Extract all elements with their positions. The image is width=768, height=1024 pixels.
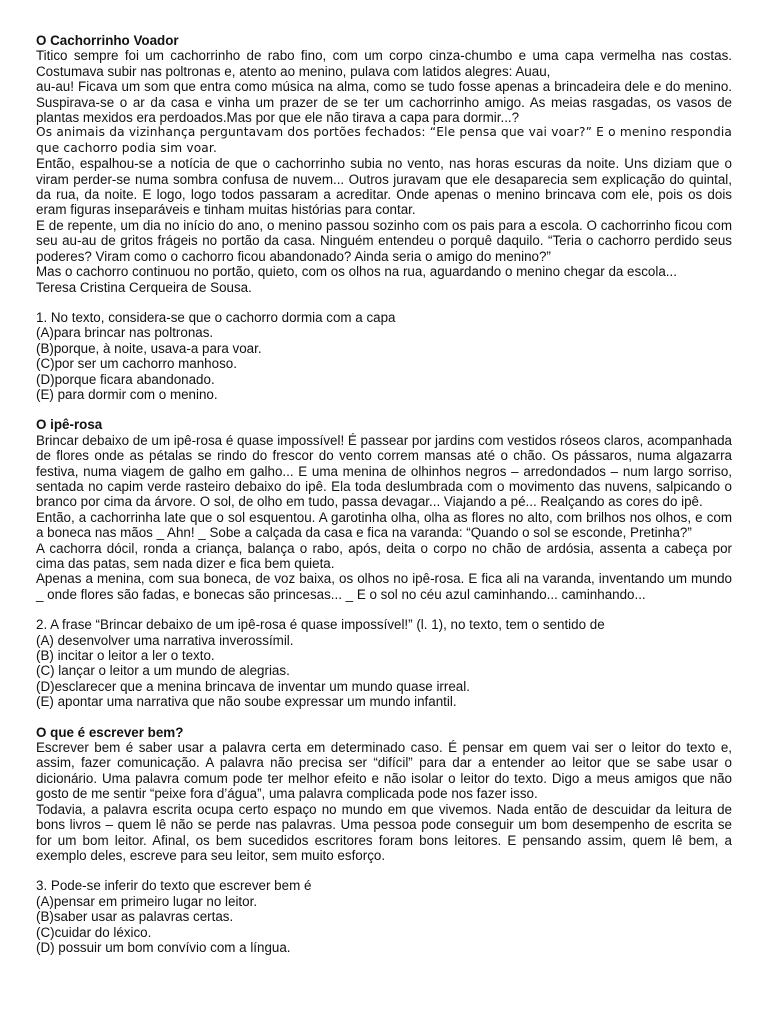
paragraph: Brincar debaixo de um ipê-rosa é quase impossível! É passear por jardins com vestidos róseos claros, acompanhada de flores onde as pétalas se rindo do frescor do vento correm mansas até o chão. Os pássaros, numa algazarra festiva, numa viagem de galho em galho... E uma menina de olhinhos negros – arredondados – num largo sorriso, sentada no capim verde rasteiro debaixo do ipê. Ela toda deslumbrada com o movimento das nuvens, salpicando o branco por cima da árvore. O sol, de olho em tudo, passa devagar... Viajando a pé... Realçando as cores do ipê.	[36, 432, 732, 510]
paragraph: A cachorra dócil, ronda a criança, balança o rabo, após, deita o corpo no chão de ardósia, assenta a cabeça por cima das patas, sem nada dizer e fica bem quieta.	[36, 540, 732, 571]
option-1c: (C)por ser um cachorro manhoso.	[36, 356, 237, 372]
paragraph: Escrever bem é saber usar a palavra certa em determinado caso. É pensar em quem vai ser o leitor do texto e, assim, fazer comunicação. A palavra não precisa ser “difícil” para dar a entender ao leitor que se sabe usar o dicionário. Uma palavra comum pode ter melhor efeito e não isolar o leitor do texto. Digo a meus amigos que não gosto de me sentir “peixe fora d’água”, uma palavra complicada pode nos fazer isso.	[36, 740, 732, 802]
option-2d: (D)esclarecer que a menina brincava de inventar um mundo quase irreal.	[36, 678, 470, 694]
option-3a: (A)pensar em primeiro lugar no leitor.	[36, 893, 258, 909]
paragraph: Então, a cachorrinha late que o sol esquentou. A garotinha olha, olha as flores no alto, com brilhos nos olhos, e com a boneca nas mãos _ Ahn! _ Sobe a calçada da casa e fica na varanda: “Quando o sol se esconde, Pretinha?”	[36, 509, 732, 541]
option-3c: (C)cuidar do léxico.	[36, 924, 152, 940]
paragraph: E de repente, um dia no início do ano, o menino passou sozinho com os pais para a escola. O cachorrinho ficou com seu au-au de gritos frágeis no portão da casa. Ninguém entendeu o porquê daquilo. “Teria o cachorro perdido seus poderes? Viram como o cachorro ficou abandonado? Ainda seria o amigo do menino?”	[36, 217, 732, 264]
option-2c: (C) lançar o leitor a um mundo de alegrias.	[36, 663, 290, 679]
story-title-escrever-bem: O que é escrever bem?	[36, 724, 184, 740]
author-line: Teresa Cristina Cerqueira de Sousa.	[36, 279, 252, 295]
option-1b: (B)porque, à noite, usava-a para voar.	[36, 340, 262, 356]
question-1: 1. No texto, considera-se que o cachorro dormia com a capa	[36, 309, 396, 325]
paragraph: au-au! Ficava um som que entra como música na alma, como se tudo fosse apenas a brincadeira dele e do menino. Suspirava-se o ar da casa e vinha um prazer de se ter um cachorrinho amigo. As meias rasgadas, os vasos de plantas mexidos era perdoados.Mas por que ele não tirava a capa para dormir...?	[36, 79, 732, 126]
paragraph: Mas o cachorro continuou no portão, quieto, com os olhos na rua, aguardando o menino chegar da escola...	[36, 264, 677, 280]
question-3: 3. Pode-se inferir do texto que escrever bem é	[36, 878, 312, 894]
paragraph: Então, espalhou-se a notícia de que o cachorrinho subia no vento, nas horas escuras da noite. Uns diziam que o viram perder-se numa sombra confusa de nuvem... Outros juravam que ele desaparecia sem explicação do quintal, da rua, da noite. E logo, logo todos passaram a acreditar. Onde apenas o menino brincava com ele, pois os dois eram figuras inseparáveis e tinham muitas histórias para contar.	[36, 156, 732, 218]
option-3d: (D) possuir um bom convívio com a língua.	[36, 939, 291, 955]
option-1d: (D)porque ficara abandonado.	[36, 371, 215, 387]
paragraph: Todavia, a palavra escrita ocupa certo espaço no mundo em que vivemos. Nada então de descuidar da leitura de bons livros – quem lê não se perde nas palavras. Uma pessoa pode conseguir um bom desempenho de escrita se for um bom leitor. Afinal, os bem sucedidos escritores foram bons leitores. E pensando assim, quem lê bem, a exemplo deles, escreve para seu leitor, sem muito esforço.	[36, 801, 732, 863]
story-title-ipe-rosa: O ipê-rosa	[36, 417, 103, 433]
option-1e: (E) para dormir com o menino.	[36, 386, 218, 402]
document-page	[36, 33, 732, 955]
story-title-cachorrinho: O Cachorrinho Voador	[36, 33, 179, 48]
paragraph: Os animais da vizinhança perguntavam dos portões fechados: “Ele pensa que vai voar?” E o menino respondia que cachorro podia sim voar.	[36, 125, 732, 155]
option-2e: (E) apontar uma narrativa que não soube expressar um mundo infantil.	[36, 694, 457, 710]
option-1a: (A)para brincar nas poltronas.	[36, 325, 214, 341]
paragraph: Apenas a menina, com sua boneca, de voz baixa, os olhos no ipê-rosa. E fica ali na varanda, inventando um mundo _ onde flores são fadas, e bonecas são princesas... _ E o sol no céu azul caminhando... caminhando...	[36, 571, 732, 602]
question-2: 2. A frase “Brincar debaixo de um ipê-rosa é quase impossível!” (l. 1), no texto, tem o sentido de	[36, 617, 605, 633]
option-2a: (A) desenvolver uma narrativa inverossímil.	[36, 632, 294, 648]
paragraph: Titico sempre foi um cachorrinho de rabo fino, com um corpo cinza-chumbo e uma capa vermelha nas costas. Costumava subir nas poltronas e, atento ao menino, pulava com latidos alegres: Auau,	[36, 48, 732, 79]
option-3b: (B)saber usar as palavras certas.	[36, 909, 234, 925]
option-2b: (B) incitar o leitor a ler o texto.	[36, 648, 215, 664]
